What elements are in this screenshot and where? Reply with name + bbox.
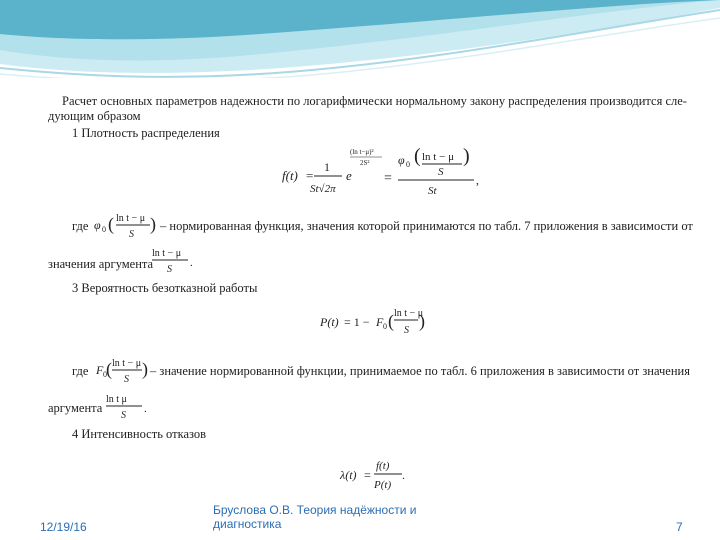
svg-text:,: , [476,173,479,187]
svg-text:F: F [96,363,104,377]
svg-text:S: S [124,374,129,385]
argument-fraction-2 [104,390,150,429]
where-2-text: – значение нормированной функции, принимаемое по табл. 6 приложения в зависимости от значения [150,364,690,378]
svg-text:): ) [419,311,425,331]
svg-text:.: . [144,403,147,415]
svg-text:S: S [438,166,444,178]
intro-line-2: дующим образом [48,109,141,123]
where-2-prefix: где [72,364,89,378]
svg-text:(: ( [388,311,394,331]
phi0-inline-formula [92,207,158,248]
svg-text:(: ( [108,214,114,234]
svg-text:φ: φ [398,153,405,167]
svg-text:ln t − μ: ln t − μ [394,308,424,319]
svg-text:λ(t): λ(t) [340,468,357,482]
svg-text:(ln t−μ)²: (ln t−μ)² [350,148,374,156]
footer-date: 12/19/16 [40,520,87,534]
svg-text:): ) [150,214,156,234]
svg-text:(: ( [106,359,112,379]
svg-text:2S²: 2S² [360,159,370,167]
footer-page-number: 7 [676,520,683,534]
svg-text:ln t μ: ln t μ [106,394,127,405]
svg-text:.: . [402,468,405,482]
item-1-heading: 1 Плотность распределения [72,126,220,140]
svg-text:(: ( [414,145,421,167]
svg-text:ln t − μ: ln t − μ [116,213,146,224]
where-1-prefix: где [72,219,89,233]
svg-text:=: = [384,171,392,186]
svg-text:S: S [167,264,172,275]
where-1-text: – нормированная функция, значения которой принимаются по табл. 7 приложения в зависимости от [160,219,693,233]
svg-text:= 1 −: = 1 − [344,315,370,329]
item-4-heading: 4 Интенсивность отказов [72,427,207,441]
svg-text:P(t): P(t) [320,315,339,329]
svg-text:P(t): P(t) [374,479,392,491]
svg-text:S: S [121,410,126,421]
where-1-argument-label: значения аргумента [48,257,154,271]
svg-text:1: 1 [324,160,330,174]
svg-text:St√2π: St√2π [310,183,336,195]
svg-text:0: 0 [383,322,387,331]
footer-title: Бруслова О.В. Теория надёжности и диагностика [213,503,417,531]
svg-text:.: . [190,257,193,269]
failure-rate-formula [338,455,408,500]
where-2-argument-label: аргумента [48,401,103,415]
svg-text:): ) [463,145,470,167]
svg-text:S: S [404,325,409,336]
svg-text:St: St [428,185,437,197]
intro-line-1: Расчет основных параметров надежности по логарифмически нормальному закону распределения производится сле- [62,94,687,108]
F0-inline-formula [94,352,150,393]
svg-text:): ) [142,359,148,379]
svg-text:φ: φ [94,218,101,232]
header-waves [0,0,720,90]
svg-text:ln t − μ: ln t − μ [112,358,142,369]
argument-fraction-1 [150,244,196,283]
svg-text:F: F [376,315,384,329]
density-formula [280,140,480,205]
svg-text:ln t − μ: ln t − μ [422,151,454,163]
svg-text:0: 0 [103,370,107,379]
svg-text:ln t − μ: ln t − μ [152,248,182,259]
svg-text:0: 0 [102,225,106,234]
svg-text:=: = [364,468,371,482]
svg-text:S: S [129,229,134,240]
svg-text:f(t): f(t) [376,460,390,472]
reliability-formula [318,300,428,345]
item-3-heading: 3 Вероятность безотказной работы [72,281,258,295]
svg-text:e: e [346,168,352,183]
svg-text:f(t): f(t) [282,168,298,183]
svg-text:=: = [306,168,314,183]
svg-text:0: 0 [406,160,410,169]
